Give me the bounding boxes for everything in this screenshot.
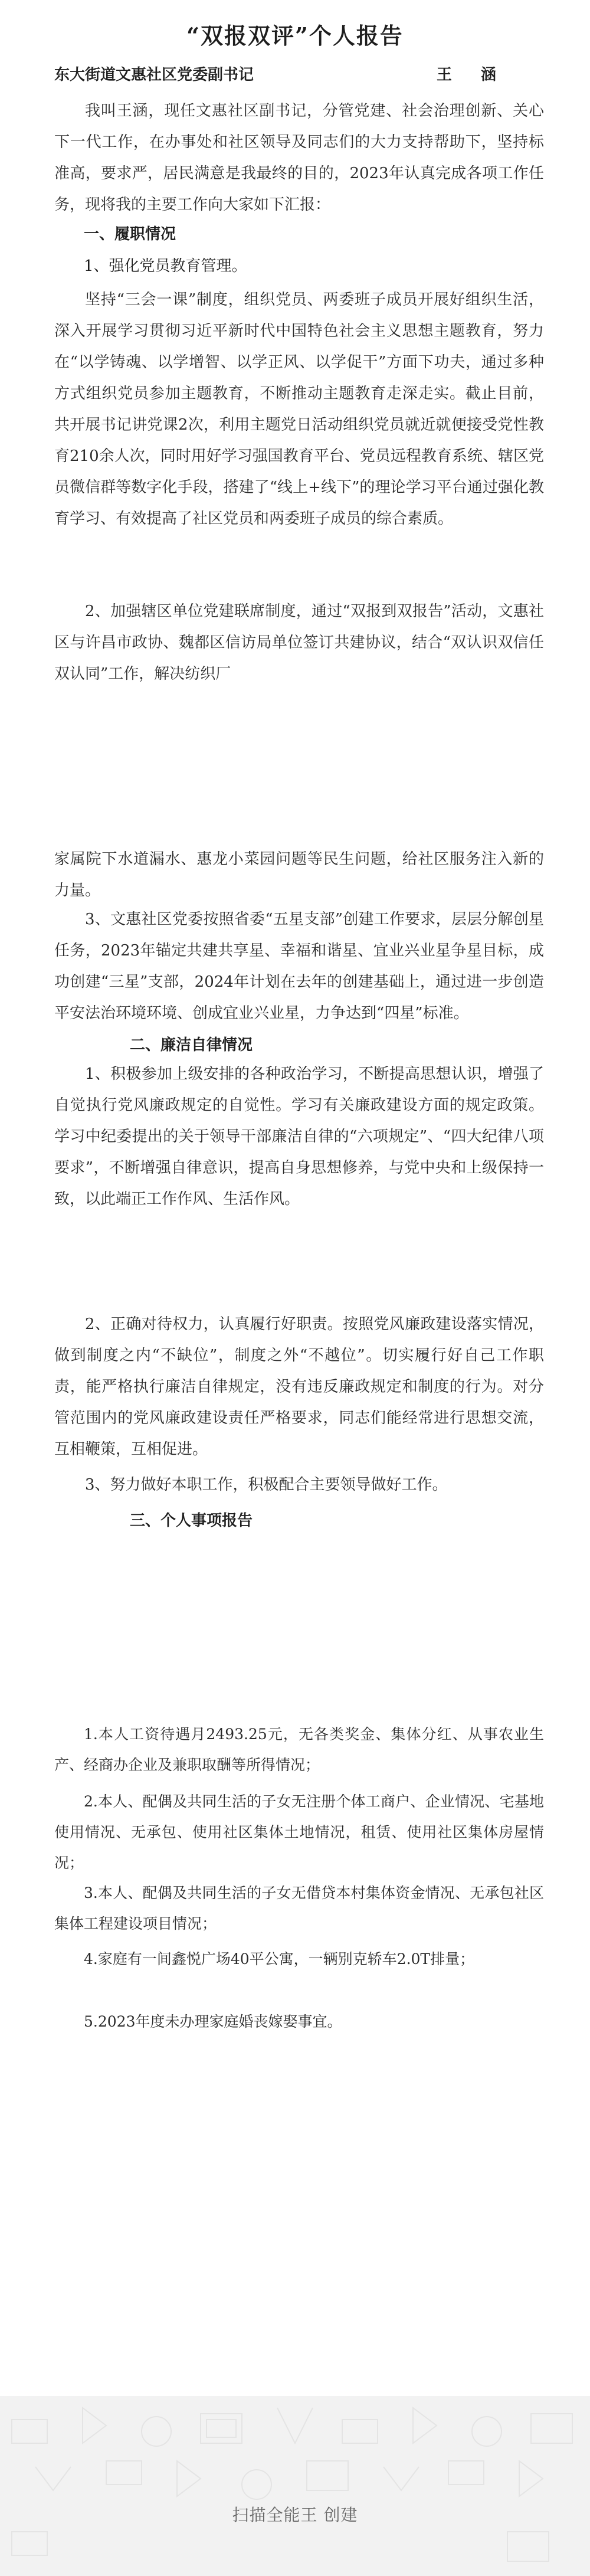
paragraph-job-work: 3、努力做好本职工作，积极配合主要领导做好工作。: [85, 1476, 448, 1494]
author-organization: 东大街道文惠社区党委副书记: [54, 66, 254, 84]
section-heading-duties: 一、履职情况: [84, 225, 176, 243]
section-heading-personal-matters: 三、个人事项报告: [130, 1512, 253, 1530]
paragraph-five-star-branch: 3、文惠社区党委按照省委“五星支部”创建工作要求，层层分解创星任务，2023年锚定共建共享星、幸福和谐星、宜业兴业星争星目标，成功创建“三星”支部，2024年计划在去年的创建基础上，通过进一步创造平安法治环境环境、创成宜业兴业星，力争达到“四星”标准。: [54, 911, 544, 1022]
personal-matter-item: 5.2023年度未办理家庭婚丧嫁娶事宜。: [84, 2013, 342, 2030]
paragraph-joint-construction-part2: 家属院下水道漏水、惠龙小菜园问题等民生问题，给社区服务注入新的力量。: [54, 850, 544, 899]
intro-paragraph: 我叫王涵，现任文惠社区副书记，分管党建、社会治理创新、关心下一代工作，在办事处和社区领导及同志们的大力支持帮助下，坚持标准高，要求严，居民满意是我最终的目的，2023年认真完成各项工作任务，现将我的主要工作向大家如下汇报：: [54, 102, 544, 214]
author-name: 王 涵: [437, 66, 509, 84]
paragraph-joint-construction-part1: 2、加强辖区单位党建联席制度，通过“双报到双报告”活动，文惠社区与许昌市政协、魏都区信访局单位签订共建协议，结合“双认识双信任双认同”工作，解决纺织厂: [54, 603, 544, 683]
personal-matter-item: 4.家庭有一间鑫悦广场40平公寓，一辆别克轿车2.0T排量；: [84, 1950, 475, 1968]
paragraph-duty-performance: 2、正确对待权力，认真履行好职责。按照党风廉政建设落实情况，做到制度之内“不缺位”，制度之外“不越位”。切实履行好自己工作职责，能严格执行廉洁自律规定，没有违反廉政规定和制度的行为。对分管范围内的党风廉政建设责任严格要求，同志们能经常进行思想交流，互相鞭策，互相促进。: [54, 1315, 544, 1458]
personal-matter-item: 2.本人、配偶及共同生活的子女无注册个体工商户、企业情况、宅基地使用情况、无承包、使用社区集体土地情况，租赁、使用社区集体房屋情况；: [54, 1793, 544, 1871]
subsection-heading-party-education: 1、强化党员教育管理。: [84, 257, 247, 275]
scanner-credit-text: 扫描全能王 创建: [232, 2505, 358, 2525]
section-heading-integrity: 二、廉洁自律情况: [130, 1036, 253, 1054]
watermark-pattern: [0, 2396, 590, 2576]
document-title: “双报双评”个人报告: [186, 22, 404, 49]
paragraph-party-education: 坚持“三会一课”制度，组织党员、两委班子成员开展好组织生活，深入开展学习贯彻习近平新时代中国特色社会主义思想主题教育，努力在“以学铸魂、以学增智、以学正风、以学促干”方面下功夫，通过多种方式组织党员参加主题教育，不断推动主题教育走深走实。截止目前，共开展书记讲党课2次，利用主题党日活动组织党员就近就便接受党性教育210余人次，同时用好学习强国教育平台、党员远程教育系统、辖区党员微信群等数字化手段，搭建了“线上+线下”的理论学习平台通过强化教育学习、有效提高了社区党员和两委班子成员的综合素质。: [54, 291, 544, 528]
scanner-watermark-footer: [0, 2396, 590, 2576]
paragraph-political-study: 1、积极参加上级安排的各种政治学习，不断提高思想认识，增强了自觉执行党风廉政规定的自觉性。学习有关廉政建设方面的规定政策。学习中纪委提出的关于领导干部廉洁自律的“六项规定”、“四大纪律八项要求”，不断增强自律意识，提高自身思想修养，与党中央和上级保持一致，以此端正工作作风、生活作风。: [54, 1065, 544, 1208]
personal-matter-item: 1.本人工资待遇月2493.25元，无各类奖金、集体分红、从事农业生产、经商办企业及兼职取酬等所得情况；: [54, 1726, 544, 1773]
personal-matter-item: 3.本人、配偶及共同生活的子女无借贷本村集体资金情况、无承包社区集体工程建设项目情况；: [54, 1884, 544, 1932]
